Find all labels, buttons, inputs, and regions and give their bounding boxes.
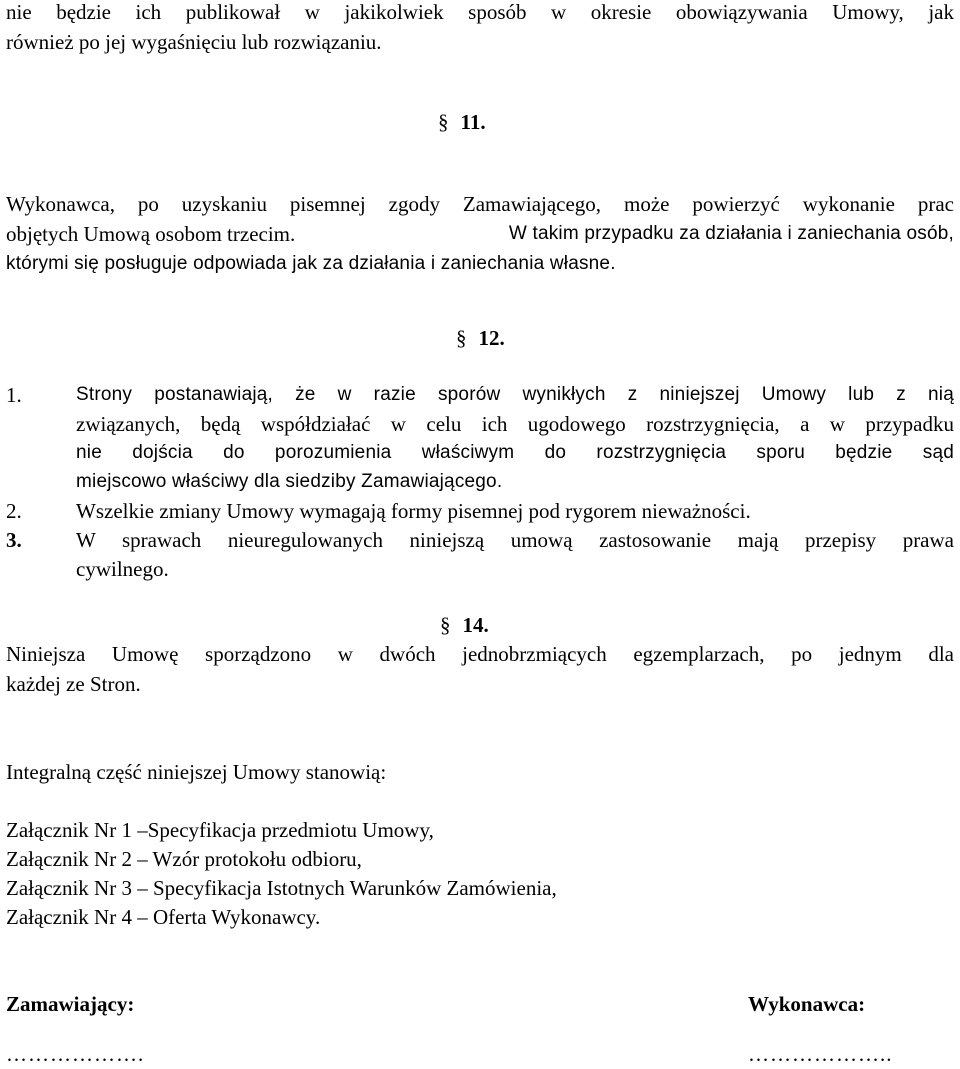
paragraph-line: również po jej wygaśnięciu lub rozwiązaniu. [6, 30, 382, 54]
list-item-line: miejscowo właściwy dla siedziby Zamawiającego. [76, 471, 503, 492]
section-symbol: § [456, 326, 467, 350]
section-number: 12. [478, 326, 505, 350]
paragraph-line: każdej ze Stron. [6, 672, 141, 696]
section-12-heading [456, 324, 505, 352]
section-14-heading [440, 611, 489, 639]
list-item-line: Wszelkie zmiany Umowy wymagają formy pisemnej pod rygorem nieważności. [76, 499, 751, 523]
section-number: 11. [460, 110, 486, 134]
paragraph-line [6, 220, 954, 248]
attachment-item: Załącznik Nr 4 – Oferta Wykonawcy. [6, 905, 321, 929]
attachment-item: Załącznik Nr 3 – Specyfikacja Istotnych Warunków Zamówienia, [6, 876, 557, 900]
attachments-heading: Integralną część niniejszej Umowy stanowią: [6, 760, 387, 784]
list-item-number: 1. [6, 383, 22, 407]
section-number: 14. [462, 613, 489, 637]
list-item-number: 2. [6, 499, 22, 523]
paragraph-text: W takim przypadku za działania i zaniechania osób, [508, 223, 954, 244]
signature-line-left: ………………. [6, 1042, 145, 1066]
list-item-line: W sprawach nieuregulowanych niniejszą umową zastosowanie mają przepisy prawa [76, 528, 954, 552]
section-symbol: § [440, 613, 451, 637]
section-symbol: § [438, 110, 449, 134]
paragraph-line: Wykonawca, po uzyskaniu pisemnej zgody Zamawiającego, może powierzyć wykonanie prac [6, 192, 954, 216]
section-11-heading [438, 108, 486, 136]
paragraph-text: objętych Umową osobom trzecim. [6, 222, 296, 246]
signature-label-contractor: Wykonawca: [748, 992, 866, 1016]
signature-line-right: ……………….. [748, 1042, 893, 1066]
paragraph-line: nie będzie ich publikował w jakikolwiek sposób w okresie obowiązywania Umowy, jak [6, 0, 954, 24]
list-item-number: 3. [6, 528, 22, 552]
list-item-line: nie dojścia do porozumienia właściwym do rozstrzygnięcia sporu będzie sąd [76, 442, 954, 463]
list-item-line: cywilnego. [76, 557, 169, 581]
list-item-line: związanych, będą współdziałać w celu ich ugodowego rozstrzygnięcia, a w przypadku [76, 412, 954, 436]
list-item-line: Strony postanawiają, że w razie sporów wynikłych z niniejszej Umowy lub z nią [76, 384, 954, 405]
signature-label-contracting-authority: Zamawiający: [6, 992, 135, 1016]
paragraph-line: Niniejsza Umowę sporządzono w dwóch jednobrzmiących egzemplarzach, po jednym dla [6, 642, 954, 666]
paragraph-line: którymi się posługuje odpowiada jak za działania i zaniechania własne. [6, 253, 616, 274]
attachment-item: Załącznik Nr 1 –Specyfikacja przedmiotu Umowy, [6, 818, 434, 842]
attachment-item: Załącznik Nr 2 – Wzór protokołu odbioru, [6, 847, 362, 871]
